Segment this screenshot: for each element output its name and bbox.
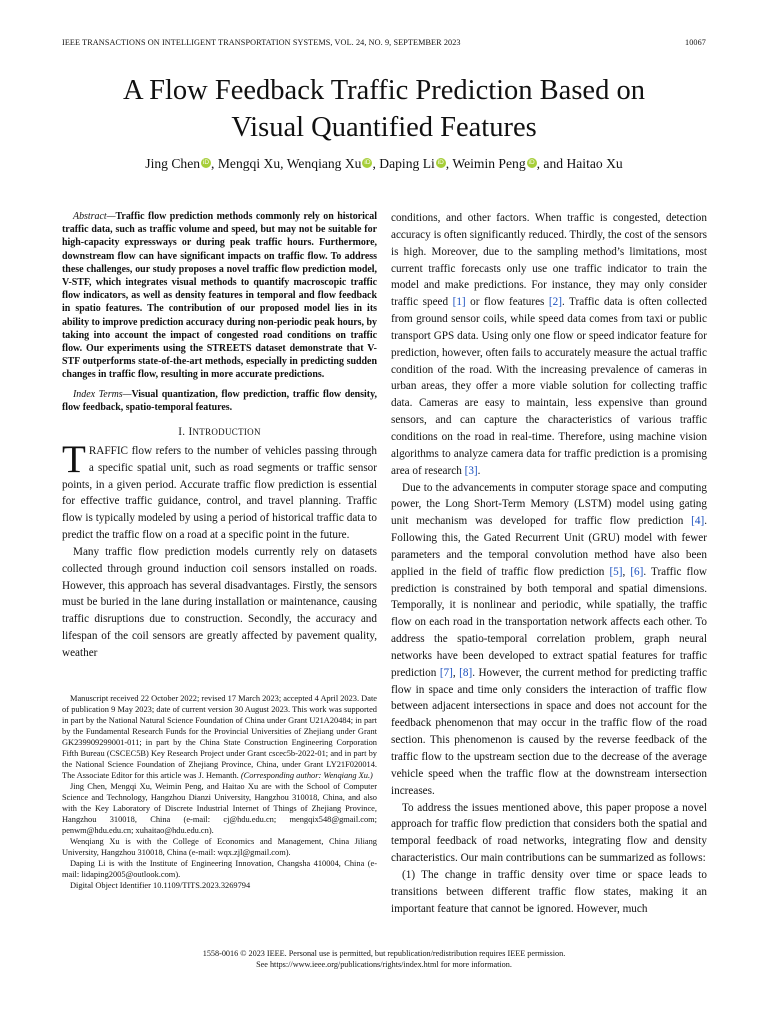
journal-name: IEEE TRANSACTIONS ON INTELLIGENT TRANSPORTATION SYSTEMS, VOL. 24, NO. 9, SEPTEMBER 2023 [62, 38, 461, 47]
drop-cap: T [62, 437, 86, 481]
body-paragraph-4: (1) The change in traffic density over time or space leads to transitions between different traffic flow states, making it an important feature that cannot be ignored. However, much [391, 868, 707, 915]
right-column [391, 210, 707, 917]
citation-link[interactable]: [1] [452, 296, 466, 309]
orcid-icon[interactable]: iD [437, 159, 444, 166]
title-line-2: Visual Quantified Features [231, 112, 537, 143]
index-terms-label: Index Terms [73, 388, 123, 400]
body-paragraph-3: To address the issues mentioned above, this paper propose a novel approach for traffic flow prediction that considers both the spatial and temporal feedback of road networks, integrating flow and density characteristics. Our main contributions can be summarized as follows: [391, 801, 707, 865]
authors-xu: , Mengqi Xu, Wenqiang Xu [211, 156, 362, 171]
author-daping-li: , Daping Li [372, 156, 435, 171]
footnote-affiliation-3: Daping Li is with the Institute of Engineering Innovation, Changsha 410004, China (e-mail: lidaping2005@outlook.com). [62, 859, 377, 879]
running-header [62, 38, 706, 52]
index-terms: Index Terms—Visual quantization, flow prediction, traffic flow density, flow feedback, spatio-temporal features. [62, 388, 377, 413]
orcid-icon[interactable]: iD [528, 159, 535, 166]
body-paragraph-1: conditions, and other factors. When traffic is congested, detection accuracy is often significantly reduced. Thirdly, the cost of the sensors is high. Moreover, due to the sampling method’s limitations, most current traffic forecasts only use one traffic indicator to train the model and make predictions. For instance, they may only consider traffic speed [1] or flow features [2]. Traffic data is often collected from ground sensor coils, while speed data comes from taxi or public transport GPS data. Using only one flow or speed indicator feature for prediction, however, often fails to accurately measure the actual traffic condition of the road. With the increasing prevalence of cameras in urban areas, they offer a more viable solution for collecting traffic data. Cameras are easy to maintain, less expensive than ground sensors, and can capture the characteristics of various traffic conditions on the road in real-time. Therefore, using machine vision algorithms to analyze camera data for traffic prediction is a promising area of research [3]. [391, 212, 707, 477]
footnote-affiliation-1: Jing Chen, Mengqi Xu, Weimin Peng, and Haitao Xu are with the School of Computer Science and Technology, Hangzhou Dianzi University, Hangzhou 310018, China, and also with the Key Laboratory of Discrete Industrial Internet of Things of Zhejiang Province, Hangzhou 310018, China (e-mail: cj@hdu.edu.cn; mengqix548@gmail.com; penwm@hdu.edu.cn; xuhaitao@hdu.edu.cn). [62, 782, 377, 835]
title-line-1: A Flow Feedback Traffic Prediction Based on [123, 75, 645, 106]
footnote-manuscript: Manuscript received 22 October 2022; revised 17 March 2023; accepted 4 April 2023. Date of publication 9 May 2023; date of current version 30 August 2023. This work was supported in part by the National Natural Science Foundation of China under Grant U21A20484; in part by the Fundamental Research Funds for the Provincial Universities of Zhejiang under Grant GK239909299001-011; in part by the China State Construction Engineering Corporation Fifth Bureau (CSCEC5B) Key Research Project under Grant cscec5b-2022-01; and in part by the National Science Foundation of Zhejiang Province, China, under Grant LY21F020014. The Associate Editor for this article was J. Hemanth. (Corresponding author: Wenqiang Xu.) [62, 694, 377, 780]
body-paragraph-2: Due to the advancements in computer storage space and computing power, the Long Short-Term Memory (LSTM) model using gating unit mechanism was developed for traffic flow prediction [4]. Following this, the Gated Recurrent Unit (GRU) model with fewer parameters and the temporal convolution method have also been applied in the field of traffic flow prediction [5], [6]. Traffic flow prediction is constrained by both temporal and spatial dimensions. Temporally, it is nonlinear and periodic, while spatially, the traffic flow on each road in the transportation network affects each other. To address the spatio-temporal correlation problem, graph neural networks have been developed to extract spatial features for traffic prediction [7], [8]. However, the current method for predicting traffic flow in space and time only considers the interaction of traffic flow between adjacent intersections in space and does not account for the feedback phenomenon that may occur in the traffic flow of the road section. This phenomenon is caused by the reverse feedback of the traffic flow to the upstream section due to the decrease of the average vehicle speed when the traffic flow at the downstream intersection increases. [391, 481, 708, 797]
citation-link[interactable]: [7] [439, 666, 453, 679]
intro-paragraph-1: TRAFFIC flow refers to the number of vehicles passing through a specific spatial unit, such as road segments or traffic sensor points, in a given period. Accurate traffic flow prediction is essential for effective traffic guidance, control, and travel planning. Traffic flow is typically modeled by using a period of historical traffic data to predict the traffic flow on a road at a specific point in the future. [62, 437, 377, 542]
page-number: 10067 [685, 38, 706, 47]
section-heading-introduction: I. INTRODUCTION [178, 426, 261, 439]
orcid-icon[interactable]: iD [202, 159, 210, 166]
citation-link[interactable]: [4] [691, 515, 705, 528]
author-haitao-xu: , and Haitao Xu [536, 156, 623, 171]
author-weimin-peng: , Weimin Peng [445, 156, 526, 171]
citation-link[interactable]: [2] [548, 296, 562, 309]
rights-line[interactable]: See https://www.ieee.org/publications/rights/index.html for more information. [256, 960, 512, 969]
copyright-footer [0, 948, 768, 970]
citation-link[interactable]: [5] [609, 565, 623, 578]
copyright-line: 1558-0016 © 2023 IEEE. Personal use is permitted, but republication/redistribution requires IEEE permission. [202, 949, 566, 958]
abstract: Abstract—Traffic flow prediction methods commonly rely on historical traffic data, such as traffic volume and speed, but may not be suitable for high-capacity expressways or during peak traffic hours. Furthermore, downstream flow can have significant impacts on traffic flow. To address these challenges, our study proposes a novel traffic flow prediction model, V-STF, which integrates visual methods to quantify macroscopic traffic flow indicators, as well as density features in temporal and flow feedback in spatio features. The contribution of our proposed model lies in its ability to improve prediction accuracy during non-periodic peak hours, by taking into account the impact of congested road conditions on traffic flow. Our experiments using the STREETS dataset demonstrate that V-STF outperforms state-of-the-art methods, especially in predicting sudden changes in traffic flow, resulting in more accurate predictions. [62, 211, 377, 381]
abstract-text: Traffic flow prediction methods commonly rely on historical traffic data, such as traffic volume and speed, but may not be suitable for high-capacity expressways or during peak traffic hours. Furthermore, downstream flow can have significant impacts on traffic flow. To address these challenges, our study proposes a novel traffic flow prediction model, V-STF, which integrates visual methods to quantify macroscopic traffic flow indicators, as well as density features in temporal and flow feedback in spatio features. The contribution of our proposed model lies in its ability to improve prediction accuracy during non-periodic peak hours, by taking into account the impact of congested road conditions on traffic flow. Our experiments using the STREETS dataset demonstrate that V-STF outperforms state-of-the-art methods, especially in predicting sudden changes in traffic flow, resulting in more accurate predictions. [62, 211, 377, 381]
citation-link[interactable]: [8] [459, 666, 473, 679]
paper-title [40, 72, 728, 146]
corresponding-author: (Corresponding author: Wenqiang Xu.) [240, 771, 373, 780]
orcid-icon[interactable]: iD [364, 159, 371, 166]
abstract-label: Abstract [73, 211, 107, 222]
author-jing-chen: Jing Chen [145, 156, 201, 171]
left-column [62, 210, 377, 662]
citation-link[interactable]: [3] [464, 464, 478, 477]
footnote-doi: Digital Object Identifier 10.1109/TITS.2023.3269794 [70, 881, 251, 890]
index-terms-text: Visual quantization, flow prediction, traffic flow density, flow feedback, spatio-temporal features. [62, 388, 377, 413]
intro-paragraph-2: Many traffic flow prediction models currently rely on datasets collected through ground induction coil sensors installed on roads. However, this approach has several disadvantages. Firstly, the sensors must be buried in the lane during installation or maintenance, causing traffic disruptions due to construction. Secondly, the accuracy and lifespan of the coil sensors are greatly affected by pavement quality, weather [62, 545, 377, 660]
citation-link[interactable]: [6] [630, 565, 644, 578]
footnotes [62, 693, 377, 891]
author-list [40, 156, 728, 172]
footnote-affiliation-2: Wenqiang Xu is with the College of Economics and Management, China Jiliang University, Hangzhou 310018, China (e-mail: wqx.zjl@gmail.com). [62, 837, 377, 857]
